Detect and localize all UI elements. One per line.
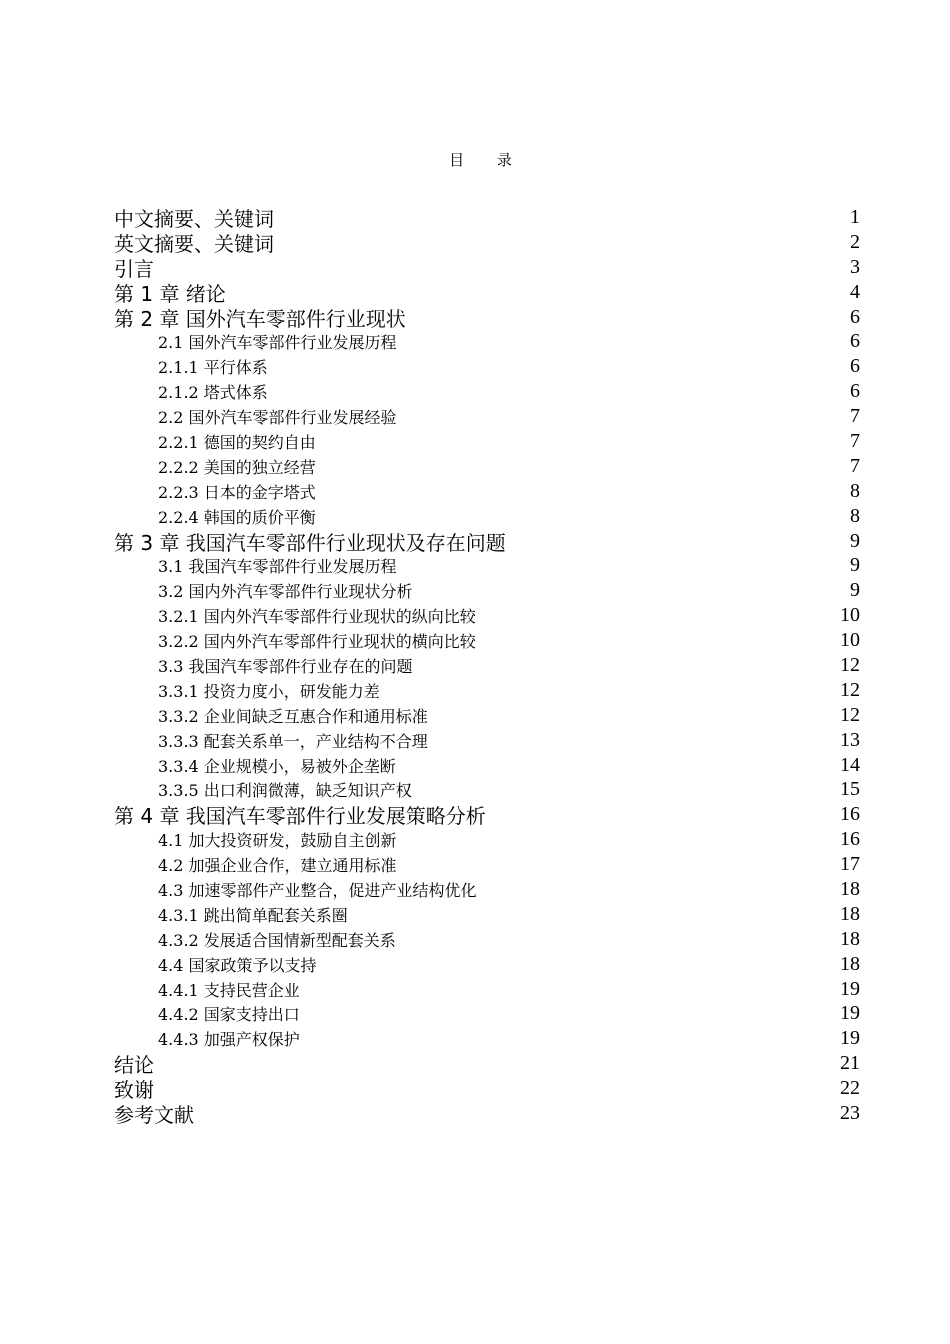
toc-entry-page-number: 12	[840, 703, 860, 726]
toc-entry[interactable]	[114, 230, 860, 255]
toc-entry[interactable]	[114, 777, 860, 802]
toc-entry[interactable]	[114, 678, 860, 703]
toc-entry-page-number: 23	[840, 1102, 860, 1124]
toc-entry-page-number: 6	[850, 330, 860, 353]
toc-entry-page-number: 12	[840, 678, 860, 701]
toc-entry-title: 2.1.2 塔式体系	[158, 383, 268, 403]
toc-entry-title: 4.1 加大投资研发，鼓励自主创新	[158, 831, 397, 851]
toc-entry-title: 4.4 国家政策予以支持	[158, 955, 317, 975]
toc-entry-page-number: 18	[840, 902, 860, 925]
toc-entry-page-number: 7	[850, 405, 860, 428]
toc-entry-page-number: 10	[840, 629, 860, 652]
toc-entry[interactable]	[114, 852, 860, 877]
toc-entry[interactable]	[114, 329, 860, 354]
toc-entry-title: 4.4.2 国家支持出口	[158, 1005, 300, 1025]
toc-entry[interactable]	[114, 1002, 860, 1027]
toc-entry-title: 3.3.3 配套关系单一，产业结构不合理	[158, 731, 428, 751]
toc-entry-title: 2.1 国外汽车零部件行业发展历程	[158, 333, 397, 353]
toc-entry-title: 英文摘要、关键词	[114, 231, 274, 256]
toc-entry-title: 3.2.2 国内外汽车零部件行业现状的横向比较	[158, 632, 476, 652]
toc-entry-title: 2.2.4 韩国的质价平衡	[158, 507, 316, 527]
toc-entry[interactable]	[114, 1101, 860, 1126]
toc-entry-title: 2.2.1 德国的契约自由	[158, 432, 316, 452]
toc-entry[interactable]	[114, 728, 860, 753]
toc-entry-page-number: 21	[840, 1052, 860, 1075]
toc-entry-page-number: 15	[840, 778, 860, 801]
toc-entry-page-number: 17	[840, 853, 860, 876]
toc-entry-page-number: 6	[850, 380, 860, 403]
toc-entry-page-number: 16	[840, 803, 860, 826]
toc-entry[interactable]	[114, 529, 860, 554]
toc-entry-title: 4.3.2 发展适合国情新型配套关系	[158, 930, 396, 950]
toc-entry-page-number: 19	[840, 1002, 860, 1025]
toc-entry[interactable]	[114, 802, 860, 827]
toc-entry-title: 3.3 我国汽车零部件行业存在的问题	[158, 656, 413, 676]
toc-entry-page-number: 9	[850, 529, 860, 552]
toc-entry[interactable]	[114, 753, 860, 778]
toc-entry[interactable]	[114, 280, 860, 305]
toc-entry-title: 2.2 国外汽车零部件行业发展经验	[158, 408, 397, 428]
toc-entry-page-number: 8	[850, 504, 860, 527]
toc-entry[interactable]	[114, 1076, 860, 1101]
toc-entry-title: 3.1 我国汽车零部件行业发展历程	[158, 557, 397, 577]
toc-entry[interactable]	[114, 902, 860, 927]
toc-entry[interactable]	[114, 977, 860, 1002]
toc-entry-page-number: 22	[840, 1077, 860, 1100]
toc-title: 目 录	[449, 151, 526, 169]
toc-entry-title: 第 2 章 国外汽车零部件行业现状	[114, 306, 406, 331]
toc-entry-page-number: 4	[850, 280, 860, 303]
toc-entry-page-number: 18	[840, 877, 860, 900]
toc-entry-title: 引言	[114, 256, 154, 281]
toc-entry-title: 2.1.1 平行体系	[158, 358, 268, 378]
toc-entry-title: 致谢	[114, 1078, 154, 1103]
toc-entry[interactable]	[114, 703, 860, 728]
toc-entry-title: 3.3.4 企业规模小，易被外企垄断	[158, 756, 396, 776]
toc-entry-title: 4.3.1 跳出简单配套关系圈	[158, 905, 348, 925]
toc-entry[interactable]	[114, 379, 860, 404]
toc-entry-page-number: 16	[840, 828, 860, 851]
toc-entry-page-number: 9	[850, 554, 860, 577]
toc-entry-page-number: 6	[850, 355, 860, 378]
toc-entry[interactable]	[114, 454, 860, 479]
toc-entry[interactable]	[114, 653, 860, 678]
toc-entry-page-number: 14	[840, 753, 860, 776]
toc-entry-page-number: 6	[850, 305, 860, 328]
toc-entry[interactable]	[114, 255, 860, 280]
toc-entry-page-number: 2	[850, 230, 860, 253]
toc-entry[interactable]	[114, 603, 860, 628]
toc-entry-title: 3.3.2 企业间缺乏互惠合作和通用标准	[158, 706, 428, 726]
toc-entry-page-number: 7	[850, 429, 860, 452]
toc-entry[interactable]	[114, 952, 860, 977]
toc-entry[interactable]	[114, 927, 860, 952]
toc-entry-title: 第 4 章 我国汽车零部件行业发展策略分析	[114, 804, 486, 829]
toc-entry-title: 第 3 章 我国汽车零部件行业现状及存在问题	[114, 530, 506, 555]
toc-entry[interactable]	[114, 354, 860, 379]
toc-entry-title: 4.4.1 支持民营企业	[158, 980, 300, 1000]
toc-entry[interactable]	[114, 578, 860, 603]
toc-entry[interactable]	[114, 429, 860, 454]
table-of-contents	[114, 205, 860, 1126]
toc-entry[interactable]	[114, 827, 860, 852]
toc-entry-page-number: 12	[840, 653, 860, 676]
toc-entry-title: 2.2.2 美国的独立经营	[158, 457, 316, 477]
toc-entry-page-number: 13	[840, 728, 860, 751]
toc-entry-title: 2.2.3 日本的金字塔式	[158, 482, 316, 502]
toc-entry-page-number: 19	[840, 1027, 860, 1050]
toc-entry-page-number: 3	[850, 255, 860, 278]
toc-entry[interactable]	[114, 305, 860, 330]
toc-entry[interactable]	[114, 479, 860, 504]
toc-entry[interactable]	[114, 628, 860, 653]
toc-entry[interactable]	[114, 553, 860, 578]
toc-entry-title: 第 1 章 绪论	[114, 281, 226, 306]
toc-entry[interactable]	[114, 404, 860, 429]
toc-entry-page-number: 9	[850, 579, 860, 602]
toc-entry-page-number: 18	[840, 927, 860, 950]
toc-entry-page-number: 7	[850, 454, 860, 477]
toc-entry[interactable]	[114, 1026, 860, 1051]
toc-entry-page-number: 1	[850, 205, 860, 228]
toc-entry-title: 3.2 国内外汽车零部件行业现状分析	[158, 582, 413, 602]
toc-entry-title: 中文摘要、关键词	[114, 206, 274, 231]
toc-entry-page-number: 10	[840, 604, 860, 627]
toc-entry-title: 4.4.3 加强产权保护	[158, 1030, 300, 1050]
toc-entry-page-number: 18	[840, 952, 860, 975]
toc-entry-title: 3.3.5 出口利润微薄，缺乏知识产权	[158, 781, 412, 801]
toc-entry-title: 4.3 加速零部件产业整合，促进产业结构优化	[158, 880, 477, 900]
toc-entry-page-number: 8	[850, 479, 860, 502]
toc-entry[interactable]	[114, 504, 860, 529]
toc-entry[interactable]	[114, 1051, 860, 1076]
toc-entry-title: 参考文献	[114, 1103, 194, 1128]
toc-entry[interactable]	[114, 205, 860, 230]
toc-entry-title: 3.3.1 投资力度小，研发能力差	[158, 681, 380, 701]
toc-entry-page-number: 19	[840, 977, 860, 1000]
toc-entry-title: 4.2 加强企业合作，建立通用标准	[158, 856, 397, 876]
toc-entry[interactable]	[114, 877, 860, 902]
toc-entry-title: 结论	[114, 1053, 154, 1078]
toc-entry-title: 3.2.1 国内外汽车零部件行业现状的纵向比较	[158, 607, 476, 627]
